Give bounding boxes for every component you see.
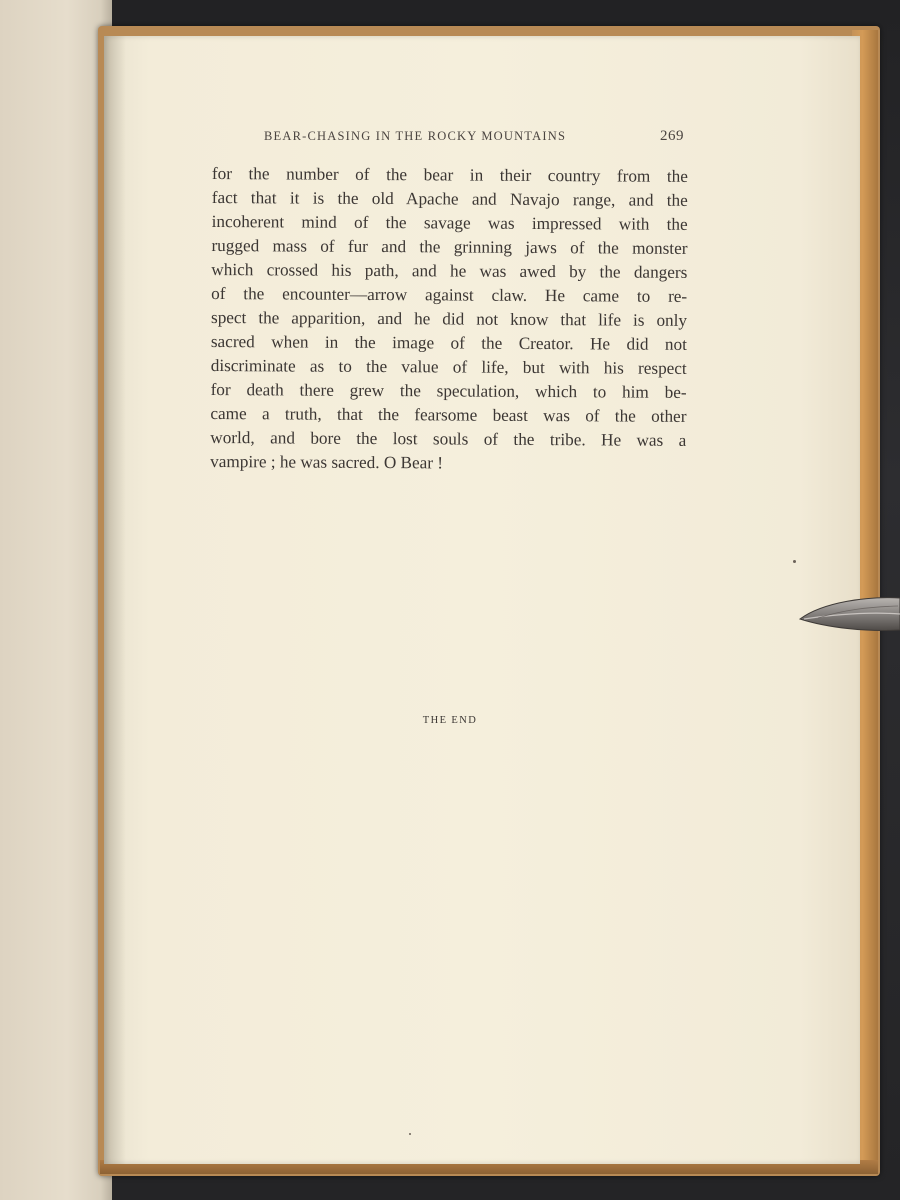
body-line: spect the apparition, and he did not know that life is only — [210, 307, 688, 330]
body-line: of the encounter—arrow against claw. He came to re- — [211, 283, 688, 306]
body-line: incoherent mind of the savage was impressed with the — [211, 211, 688, 234]
body-line: came a truth, that the fearsome beast was of the other — [210, 403, 687, 426]
body-line: sacred when in the image of the Creator. He did not — [210, 331, 687, 354]
paper-speck — [793, 560, 796, 563]
body-line: which crossed his path, and he was awed by the dangers — [211, 259, 688, 282]
page-number: 269 — [660, 128, 684, 144]
running-head-title: BEAR-CHASING IN THE ROCKY MOUNTAINS — [264, 129, 567, 143]
body-line: fact that it is the old Apache and Navajo range, and the — [211, 187, 688, 210]
metal-leaf-bookmark-icon — [798, 594, 900, 634]
paper-speck — [409, 1133, 411, 1135]
body-line: rugged mass of fur and the grinning jaws of the monster — [211, 235, 688, 258]
body-text — [210, 162, 688, 477]
running-head — [264, 128, 684, 154]
the-end-mark: THE END — [422, 715, 478, 726]
body-line: for the number of the bear in their country from the — [211, 163, 688, 186]
body-line-last: vampire ; he was sacred. O Bear ! — [210, 451, 444, 473]
body-line: for death there grew the speculation, which to him be- — [210, 379, 687, 402]
body-line: discriminate as to the value of life, but with his respect — [210, 355, 687, 378]
page-gutter-shadow — [104, 36, 126, 1164]
left-page-edge — [0, 0, 112, 1200]
body-line: world, and bore the lost souls of the tribe. He was a — [210, 427, 687, 450]
